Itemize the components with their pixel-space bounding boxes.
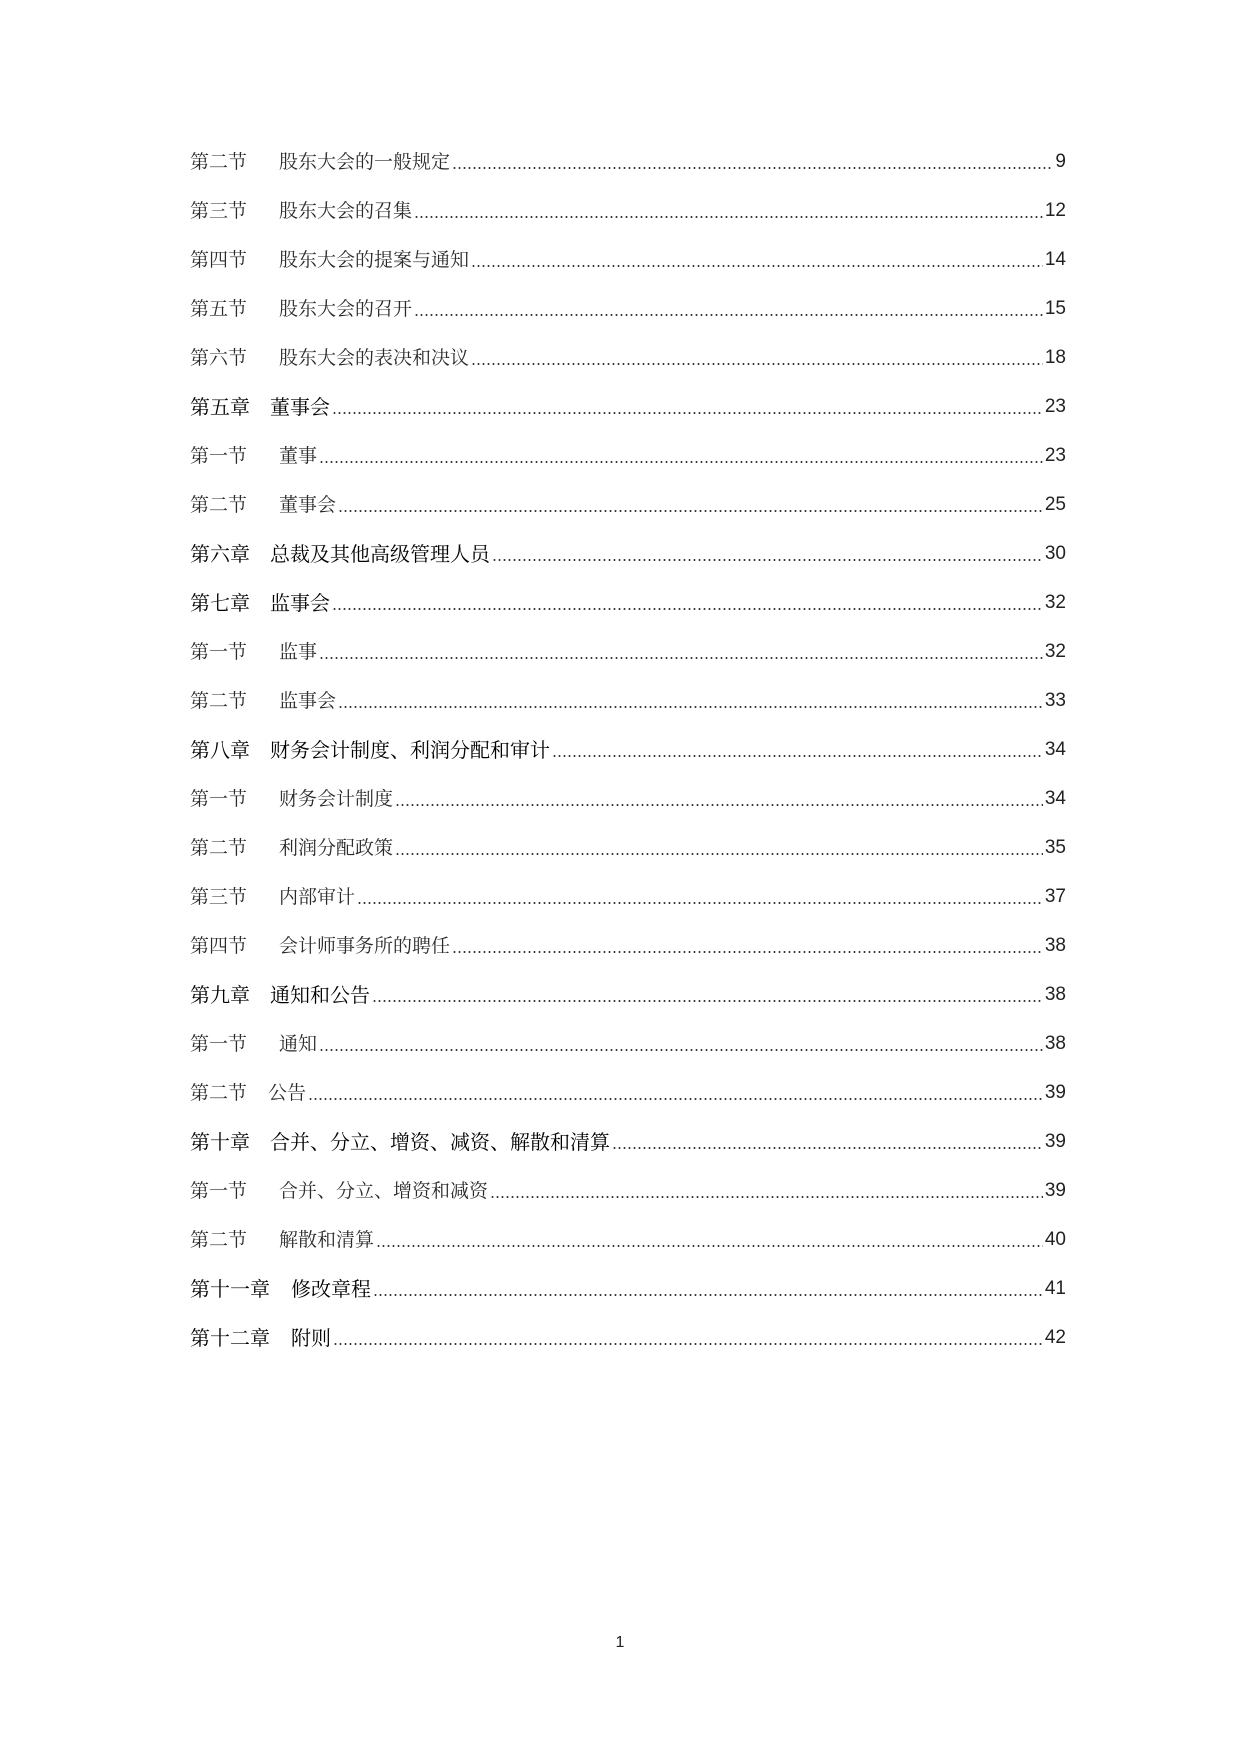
toc-entry-page-number: 15: [1044, 298, 1066, 319]
toc-entry-label: 第十章: [190, 1130, 250, 1154]
toc-entry-section[interactable]: [190, 813, 1066, 862]
toc-entry-page-number: 25: [1044, 494, 1066, 515]
toc-entry-title: 董事会: [279, 494, 337, 516]
toc-entry-page-number: 35: [1044, 837, 1066, 858]
dot-leader: [332, 411, 1043, 415]
dot-leader: [414, 215, 1043, 219]
toc-entry-page-number: 38: [1044, 935, 1066, 956]
toc-entry-page-number: 9: [1055, 151, 1066, 172]
toc-entry-section[interactable]: [190, 1009, 1066, 1058]
toc-entry-title: 股东大会的召集: [279, 200, 413, 222]
toc-entry-label: 第二节: [190, 1229, 248, 1251]
toc-entry-chapter[interactable]: [190, 519, 1066, 568]
toc-entry-label: 第二节: [190, 151, 248, 173]
toc-entry-section[interactable]: [190, 323, 1066, 372]
toc-entry-title: 股东大会的召开: [279, 298, 413, 320]
toc-entry-section[interactable]: [190, 1205, 1066, 1254]
dot-leader: [490, 1195, 1043, 1199]
toc-entry-page-number: 39: [1044, 1082, 1066, 1103]
toc-entry-section[interactable]: [190, 225, 1066, 274]
toc-entry-page-number: 38: [1044, 984, 1066, 1005]
toc-entry-label: 第五节: [190, 298, 248, 320]
toc-entry-label: 第一节: [190, 788, 248, 810]
dot-leader: [308, 1097, 1043, 1101]
toc-entry-page-number: 18: [1044, 347, 1066, 368]
page-number-footer: 1: [615, 1634, 625, 1651]
toc-entry-title: 总裁及其他高级管理人员: [270, 542, 490, 566]
toc-entry-label: 第二节: [190, 494, 248, 516]
toc-entry-section[interactable]: [190, 148, 1066, 176]
toc-entry-title: 通知和公告: [270, 983, 370, 1007]
table-of-contents: [190, 148, 1066, 1352]
toc-entry-title: 股东大会的表决和决议: [279, 347, 470, 369]
toc-entry-title: 合并、分立、增资和减资: [279, 1180, 489, 1202]
toc-entry-label: 第一节: [190, 641, 248, 663]
toc-entry-chapter[interactable]: [190, 715, 1066, 764]
dot-leader: [492, 558, 1043, 562]
toc-entry-section[interactable]: [190, 666, 1066, 715]
dot-leader: [338, 509, 1043, 513]
toc-entry-section[interactable]: [190, 911, 1066, 960]
toc-entry-label: 第三节: [190, 200, 248, 222]
toc-entry-label: 第十二章: [190, 1326, 270, 1350]
toc-entry-title: 财务会计制度: [279, 788, 394, 810]
toc-entry-section[interactable]: [190, 274, 1066, 323]
toc-entry-page-number: 30: [1044, 543, 1066, 564]
dot-leader: [414, 313, 1043, 317]
toc-entry-page-number: 41: [1044, 1278, 1066, 1299]
dot-leader: [452, 950, 1043, 954]
toc-entry-label: 第二节: [190, 690, 248, 712]
toc-entry-title: 会计师事务所的聘任: [279, 935, 451, 957]
toc-entry-title: 通知: [279, 1033, 318, 1055]
dot-leader: [612, 1146, 1043, 1150]
dot-leader: [376, 1244, 1043, 1248]
toc-entry-page-number: 32: [1044, 641, 1066, 662]
toc-entry-label: 第六节: [190, 347, 248, 369]
toc-entry-title: 合并、分立、增资、减资、解散和清算: [270, 1130, 610, 1154]
toc-entry-title: 附则: [291, 1326, 331, 1350]
dot-leader: [338, 705, 1043, 709]
toc-entry-page-number: 42: [1044, 1327, 1066, 1348]
dot-leader: [471, 362, 1043, 366]
toc-entry-label: 第三节: [190, 886, 248, 908]
toc-entry-label: 第九章: [190, 983, 250, 1007]
dot-leader: [395, 803, 1043, 807]
toc-entry-label: 第四节: [190, 935, 248, 957]
toc-entry-chapter[interactable]: [190, 960, 1066, 1009]
toc-entry-page-number: 23: [1044, 445, 1066, 466]
toc-entry-page-number: 14: [1044, 249, 1066, 270]
toc-entry-section[interactable]: [190, 862, 1066, 911]
toc-entry-title: 监事: [279, 641, 318, 663]
dot-leader: [319, 460, 1043, 464]
toc-entry-title: 股东大会的提案与通知: [279, 249, 470, 271]
toc-entry-title: 公告: [268, 1082, 307, 1104]
dot-leader: [333, 1342, 1043, 1346]
dot-leader: [552, 754, 1043, 758]
toc-entry-section[interactable]: [190, 176, 1066, 225]
toc-entry-page-number: 40: [1044, 1229, 1066, 1250]
dot-leader: [332, 607, 1043, 611]
toc-entry-chapter[interactable]: [190, 1107, 1066, 1156]
toc-entry-label: 第一节: [190, 1180, 248, 1202]
dot-leader: [471, 264, 1043, 268]
toc-entry-page-number: 38: [1044, 1033, 1066, 1054]
toc-entry-section[interactable]: [190, 470, 1066, 519]
toc-entry-title: 解散和清算: [279, 1229, 375, 1251]
toc-entry-section[interactable]: [190, 421, 1066, 470]
toc-entry-page-number: 34: [1044, 739, 1066, 760]
toc-entry-section[interactable]: [190, 617, 1066, 666]
dot-leader: [452, 166, 1053, 170]
toc-entry-section[interactable]: [190, 1156, 1066, 1205]
toc-entry-page-number: 33: [1044, 690, 1066, 711]
toc-entry-label: 第八章: [190, 738, 250, 762]
toc-entry-page-number: 23: [1044, 396, 1066, 417]
toc-entry-page-number: 12: [1044, 200, 1066, 221]
toc-entry-title: 董事: [279, 445, 318, 467]
toc-entry-label: 第四节: [190, 249, 248, 271]
toc-entry-title: 监事会: [279, 690, 337, 712]
toc-entry-page-number: 34: [1044, 788, 1066, 809]
dot-leader: [319, 1048, 1043, 1052]
toc-entry-title: 利润分配政策: [279, 837, 394, 859]
toc-entry-section[interactable]: [190, 1058, 1066, 1107]
toc-entry-chapter[interactable]: [190, 1254, 1066, 1303]
dot-leader: [373, 1293, 1043, 1297]
toc-entry-label: 第十一章: [190, 1277, 270, 1301]
toc-entry-chapter[interactable]: [190, 372, 1066, 421]
toc-entry-label: 第七章: [190, 591, 250, 615]
toc-entry-title: 财务会计制度、利润分配和审计: [270, 738, 550, 762]
toc-entry-title: 股东大会的一般规定: [279, 151, 451, 173]
toc-entry-chapter[interactable]: [190, 1303, 1066, 1352]
dot-leader: [372, 999, 1043, 1003]
toc-entry-page-number: 39: [1044, 1180, 1066, 1201]
toc-entry-label: 第一节: [190, 1033, 248, 1055]
toc-entry-label: 第二节: [190, 1082, 248, 1104]
dot-leader: [395, 852, 1043, 856]
toc-entry-label: 第一节: [190, 445, 248, 467]
toc-entry-title: 内部审计: [279, 886, 356, 908]
toc-entry-label: 第六章: [190, 542, 250, 566]
toc-entry-title: 修改章程: [291, 1277, 371, 1301]
toc-entry-label: 第五章: [190, 395, 250, 419]
toc-entry-label: 第二节: [190, 837, 248, 859]
toc-entry-title: 董事会: [270, 395, 330, 419]
toc-entry-page-number: 32: [1044, 592, 1066, 613]
toc-entry-page-number: 37: [1044, 886, 1066, 907]
toc-entry-title: 监事会: [270, 591, 330, 615]
dot-leader: [357, 901, 1043, 905]
dot-leader: [319, 656, 1043, 660]
toc-entry-section[interactable]: [190, 764, 1066, 813]
toc-entry-page-number: 39: [1044, 1131, 1066, 1152]
toc-entry-chapter[interactable]: [190, 568, 1066, 617]
